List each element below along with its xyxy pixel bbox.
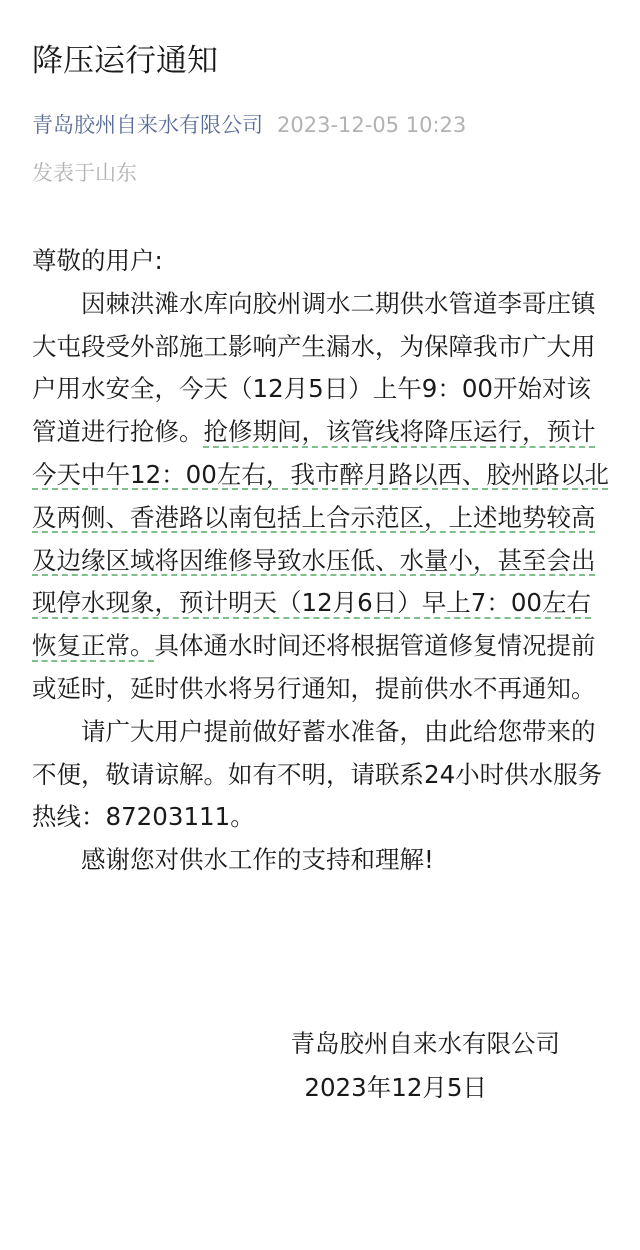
article-body — [32, 240, 612, 882]
paragraph-notice — [32, 283, 612, 711]
signature-company: 青岛胶州自来水有限公司 — [290, 1029, 560, 1058]
notice-repair-start: 因棘洪滩水库向胶州调水二期供水管道李哥庄镇大屯段受外部施工影响产生漏水，为保障我市广大用户用水安全，今天（12月5日）上午9：00开始对该管道进行抢修。 — [32, 288, 596, 447]
paragraph-thanks: 感谢您对供水工作的支持和理解! — [81, 845, 434, 875]
article-title: 降压运行通知 — [32, 43, 218, 79]
publish-time: 2023-12-05 10:23 — [277, 113, 467, 137]
publish-location: 发表于山东 — [32, 161, 137, 185]
article-meta — [32, 108, 466, 142]
account-name-link[interactable]: 青岛胶州自来水有限公司 — [32, 113, 263, 137]
signature-date: 2023年12月5日 — [304, 1073, 487, 1102]
paragraph-advice: 请广大用户提前做好蓄水准备，由此给您带来的不便，敬请谅解。如有不明，请联系24小时供水服务热线：87203111。 — [32, 716, 603, 832]
greeting: 尊敬的用户: — [32, 246, 163, 275]
notice-repair-impact[interactable]: 抢修期间，该管线将降压运行，预计今天中午12：00左右，我市醉月路以西、胶州路以北及两侧、香港路以南包括上合示范区，上述地势较高及边缘区域将因维修导致水压低、水量小，甚至会出现停水现象，预计明天（12月6日）早上7：00左右恢复正常。 — [32, 417, 609, 661]
notice-repair-followup: 具体通水时间还将根据管道修复情况提前或延时，延时供水将另行通知，提前供水不再通知。 — [32, 631, 596, 703]
